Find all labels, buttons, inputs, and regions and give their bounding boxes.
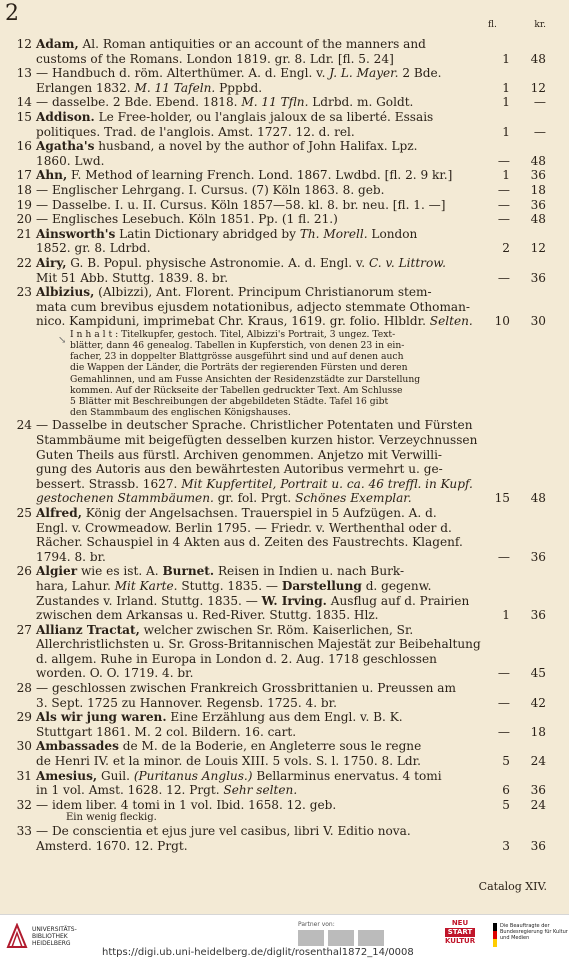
entry-text: Albizius, (Albizzi), Ant. Florent. Principum Christianorum stem- (36, 285, 432, 300)
entry-price (488, 798, 546, 813)
neustart-line: START (445, 928, 475, 937)
entry-line (10, 168, 546, 183)
entry-price (488, 314, 546, 329)
entry-number: 33 (16, 824, 32, 839)
entry-text: Ahn, F. Method of learning French. Lond. 1867. Lwdbd. [fl. 2. 9 kr.] (36, 168, 453, 183)
price-kreuzer: 30 (530, 314, 546, 329)
entry-contents-note (10, 329, 546, 419)
price-florin: 3 (502, 839, 510, 853)
entry-text: — Dasselbe. I. u. II. Cursus. Köln 1857—58. kl. 8. br. neu. [fl. 1. —] (36, 197, 446, 212)
entry-line (10, 725, 546, 740)
entry-text: Addison. Le Free-holder, ou l'anglais jaloux de sa liberté. Essais (36, 109, 434, 124)
entry-price (488, 125, 546, 140)
price-kreuzer: 24 (530, 754, 546, 769)
price-kreuzer: 48 (530, 212, 546, 227)
entry-price (488, 183, 546, 198)
entry-text: 1794. 8. br. (36, 549, 106, 564)
entry-line (10, 198, 546, 213)
entry-text: in 1 vol. Amst. 1628. 12. Prgt. Sehr selten. (36, 783, 298, 798)
entry-text: Stammbäume mit beigefügten desselben kurzen histor. Verzeychnussen (36, 432, 478, 447)
entry-text: 1852. gr. 8. Ldrbd. (36, 241, 151, 256)
price-kreuzer: 24 (530, 797, 546, 812)
price-kreuzer: 18 (530, 182, 546, 197)
entry-line (10, 666, 546, 681)
entry-price (488, 839, 546, 854)
partner-label: Partner von: (298, 921, 335, 928)
catalog-entry-list (10, 37, 546, 854)
entry-text: — Dasselbe in deutscher Sprache. Christlicher Potentaten und Fürsten (36, 418, 473, 433)
price-kreuzer: 36 (530, 168, 546, 183)
price-kreuzer: 36 (530, 783, 546, 798)
entry-number: 31 (16, 768, 32, 783)
entry-price (488, 696, 546, 711)
catalog-entry (10, 739, 546, 768)
catalog-entry (10, 285, 546, 418)
price-kreuzer: 36 (530, 839, 546, 853)
catalog-entry (10, 710, 546, 739)
neustart-kultur-logo[interactable] (445, 919, 475, 955)
federal-government-text: Die Beauftragte der Bundesregierung für Kultur und Medien (500, 923, 568, 941)
entry-number: 19 (16, 197, 32, 212)
entry-line (10, 681, 546, 696)
entry-line (10, 433, 546, 448)
entry-number: 30 (16, 739, 32, 754)
entry-line (10, 491, 546, 506)
price-kreuzer: 42 (530, 695, 546, 710)
entry-text: worden. O. O. 1719. 4. br. (36, 666, 194, 681)
price-florin: — (497, 212, 510, 227)
entry-number: 25 (16, 505, 32, 520)
price-florin: — (497, 153, 510, 168)
fold-mark: ↘ (58, 335, 67, 346)
note-line: 5 Blätter mit Beschreibungen der abgebildeten Städte. Tafel 16 gibt (70, 396, 389, 407)
university-library-name (32, 926, 77, 947)
florin-header: fl. (488, 20, 497, 30)
entry-condition-note: Ein wenig fleckig. (66, 812, 157, 824)
entry-line (10, 227, 546, 242)
catalog-entry (10, 198, 546, 213)
entry-price (488, 154, 546, 169)
entry-price (488, 271, 546, 286)
entry-text: Adam, Al. Roman antiquities or an account of the manners and (36, 37, 426, 51)
price-florin: 1 (502, 80, 510, 95)
catalog-entry (10, 681, 546, 710)
entry-line (10, 448, 546, 463)
entry-line (10, 839, 546, 854)
entry-text: — geschlossen zwischen Frankreich Grossbrittanien u. Preussen am (36, 681, 456, 696)
neustart-line: KULTUR (445, 937, 476, 945)
note-line: blätter, dann 46 genealog. Tabellen in Kupferstich, von denen 23 in ein- (70, 340, 405, 352)
entry-number: 15 (16, 109, 32, 124)
entry-text: Allerchristlichsten u. Sr. Gross-Britannischen Majestät zur Beibehaltung (36, 637, 481, 652)
entry-line (10, 125, 546, 140)
entry-text: Amesius, Guil. (Puritanus Anglus.) Bellarminus enervatus. 4 tomi (36, 768, 442, 783)
entry-price (488, 550, 546, 565)
price-florin: — (497, 182, 510, 197)
catalog-entry (10, 212, 546, 227)
catalog-entry (10, 66, 546, 95)
entry-text: — dasselbe. 2 Bde. Ebend. 1818. M. 11 Tfln. Ldrbd. m. Goldt. (36, 95, 414, 110)
entry-line (10, 710, 546, 725)
price-florin: — (497, 666, 510, 681)
entry-line (10, 608, 546, 623)
catalog-entry (10, 256, 546, 285)
entry-text: Ambassades de M. de la Boderie, en Angleterre sous le regne (36, 739, 422, 754)
price-florin: 5 (502, 754, 510, 769)
entry-number: 26 (16, 564, 32, 579)
partner-logos (298, 921, 384, 946)
entry-text: de Henri IV. et la minor. de Louis XIII. 5 vols. S. l. 1750. 8. Ldr. (36, 754, 421, 769)
entry-text: 3. Sept. 1725 zu Hannover. Regensb. 1725. 4. br. (36, 695, 337, 710)
price-florin: 1 (502, 51, 510, 66)
entry-line (10, 594, 546, 609)
federal-government-logo[interactable] (493, 923, 569, 947)
entry-number: 28 (16, 681, 32, 696)
entry-text: bessert. Strassb. 1627. Mit Kupfertitel, Portrait u. ca. 46 treffl. in Kupf. (36, 476, 473, 491)
price-kreuzer: 36 (530, 549, 546, 564)
entry-price (488, 783, 546, 798)
entry-line (10, 623, 546, 638)
entry-line (10, 506, 546, 521)
entry-line (10, 212, 546, 227)
entry-text: — idem liber. 4 tomi in 1 vol. Ibid. 1658. 12. geb. (36, 797, 337, 812)
price-kreuzer: 12 (530, 80, 546, 95)
entry-price (488, 212, 546, 227)
neustart-line: NEU (451, 919, 469, 927)
catalog-entry (10, 824, 546, 853)
note-line: I n h a l t : Titelkupfer, gestoch. Titel, Albizzi's Portrait, 3 ungez. Text- (70, 328, 396, 340)
price-column-header (488, 20, 546, 30)
catalog-entry (10, 227, 546, 256)
entry-line (10, 300, 546, 315)
entry-price (488, 81, 546, 96)
price-florin: 1 (502, 608, 510, 623)
price-kreuzer: 18 (530, 724, 546, 739)
catalog-entry (10, 37, 546, 66)
price-florin: — (497, 270, 510, 285)
entry-text: customs of the Romans. London 1819. gr. 8. Ldr. [fl. 5. 24] (36, 51, 394, 66)
catalog-entry (10, 769, 546, 798)
price-kreuzer: 36 (530, 270, 546, 285)
entry-text: — De conscientia et ejus jure vel casibus, libri V. Editio nova. (36, 824, 411, 839)
entry-line (10, 824, 546, 839)
entry-line (10, 462, 546, 477)
german-flag-icon (493, 923, 497, 947)
price-florin: — (497, 197, 510, 212)
entry-line (10, 139, 546, 154)
partner-logo-icon[interactable] (358, 930, 384, 946)
catalog-entry (10, 139, 546, 168)
note-line: Gemahlinnen, und am Fusse Ansichten der Residenzstädte zur Darstellung (70, 373, 421, 385)
entry-text: 1860. Lwd. (36, 153, 105, 168)
entry-line (10, 783, 546, 798)
entry-line (10, 754, 546, 769)
price-kreuzer: 36 (530, 608, 546, 623)
entry-number: 12 (16, 37, 32, 51)
catalog-entry (10, 564, 546, 622)
entry-line (10, 95, 546, 110)
note-line: den Stammbaum des englischen Königshauses. (70, 407, 291, 419)
price-florin: — (497, 695, 510, 710)
entry-text: Mit 51 Abb. Stuttg. 1839. 8. br. (36, 270, 229, 285)
price-florin: 2 (502, 241, 510, 256)
entry-text: politiques. Trad. de l'anglois. Amst. 1727. 12. d. rel. (36, 124, 355, 139)
entry-number: 23 (16, 285, 32, 300)
entry-text: — Englisches Lesebuch. Köln 1851. Pp. (1 fl. 21.) (36, 212, 338, 227)
entry-text: nico. Kampiduni, imprimebat Chr. Kraus, 1619. gr. folio. Hlbldr. Selten. (36, 314, 473, 329)
entry-price (488, 52, 546, 67)
catalog-mark: Catalog XIV. (478, 880, 547, 893)
entry-text: Guten Theils aus fürstl. Archiven genommen. Anjetzo mit Verwilli- (36, 447, 443, 462)
entry-number: 24 (16, 418, 32, 433)
price-florin: 1 (502, 95, 510, 110)
entry-price (488, 241, 546, 256)
entry-number: 27 (16, 622, 32, 637)
viewer-footer (0, 914, 569, 961)
entry-price (488, 95, 546, 110)
entry-price (488, 168, 546, 183)
entry-number: 17 (16, 168, 32, 183)
catalog-entry (10, 183, 546, 198)
entry-text: d. allgem. Ruhe in Europa in London d. 2. Aug. 1718 geschlossen (36, 651, 437, 666)
entry-text: gestochenen Stammbäumen. gr. fol. Prgt. Schönes Exemplar. (36, 491, 412, 506)
page-url[interactable]: https://digi.ub.uni-heidelberg.de/diglit/rosenthal1872_14/0008 (102, 947, 414, 958)
entry-text: Engl. v. Crowmeadow. Berlin 1795. — Friedr. v. Werthenthal oder d. (36, 520, 452, 535)
price-kreuzer: 48 (530, 153, 546, 168)
entry-text: Airy, G. B. Popul. physische Astronomie. A. d. Engl. v. C. v. Littrow. (36, 255, 447, 270)
entry-price (488, 754, 546, 769)
price-florin: — (497, 549, 510, 564)
entry-text: Zustandes v. Irland. Stuttg. 1835. — W. Irving. Ausflug auf d. Prairien (36, 593, 470, 608)
entry-price (488, 725, 546, 740)
entry-price (488, 198, 546, 213)
entry-number: 13 (16, 66, 32, 81)
entry-text: Alfred, König der Angelsachsen. Trauerspiel in 5 Aufzügen. A. d. (36, 505, 437, 520)
entry-line (10, 154, 546, 169)
catalog-entry (10, 506, 546, 564)
price-florin: 10 (494, 314, 510, 329)
price-kreuzer: 48 (530, 491, 546, 506)
entry-text: Erlangen 1832. M. 11 Tafeln. Pppbd. (36, 80, 263, 95)
price-florin: 1 (502, 124, 510, 139)
price-kreuzer: — (533, 95, 546, 110)
price-florin: 1 (502, 168, 510, 183)
entry-line (10, 769, 546, 784)
entry-price (488, 608, 546, 623)
price-kreuzer: — (533, 124, 546, 139)
entry-line (10, 535, 546, 550)
entry-line (10, 418, 546, 433)
entry-line (10, 66, 546, 81)
entry-line (10, 696, 546, 711)
entry-number: 14 (16, 95, 32, 110)
entry-line (10, 81, 546, 96)
entry-number: 32 (16, 797, 32, 812)
entry-text: Allianz Tractat, welcher zwischen Sr. Röm. Kaiserlichen, Sr. (36, 622, 414, 637)
entry-text: — Englischer Lehrgang. I. Cursus. (7) Köln 1863. 8. geb. (36, 182, 385, 197)
entry-line (10, 652, 546, 667)
entry-line (10, 183, 546, 198)
price-kreuzer: 48 (530, 51, 546, 66)
price-kreuzer: 45 (530, 666, 546, 681)
entry-line (10, 37, 546, 52)
entry-text: zwischen dem Arkansas u. Red-River. Stuttg. 1835. Hlz. (36, 608, 379, 623)
entry-line (10, 256, 546, 271)
price-florin: — (497, 724, 510, 739)
catalog-entry (10, 623, 546, 681)
entry-number: 21 (16, 226, 32, 241)
entry-text: gung des Autoris aus den bewährtesten Autoribus vermehrt u. ge- (36, 462, 443, 477)
uh-logo-line: UNIVERSITÄTS- (32, 925, 77, 933)
entry-line (10, 798, 546, 813)
catalog-entry (10, 168, 546, 183)
entry-line (10, 241, 546, 256)
entry-number: 18 (16, 182, 32, 197)
entry-line (10, 739, 546, 754)
entry-line (10, 110, 546, 125)
entry-line (10, 637, 546, 652)
entry-text: — Handbuch d. röm. Alterthümer. A. d. Engl. v. J. L. Mayer. 2 Bde. (36, 66, 442, 81)
entry-text: hara, Lahur. Mit Karte. Stuttg. 1835. — Darstellung d. gegenw. (36, 578, 432, 593)
price-florin: 15 (494, 491, 510, 506)
entry-line (10, 579, 546, 594)
note-line: kommen. Auf der Rückseite der Tabellen gedruckter Text. Am Schlusse (70, 384, 403, 396)
entry-line (10, 564, 546, 579)
partner-logo-icon[interactable] (328, 930, 354, 946)
catalog-entry (10, 798, 546, 825)
entry-line (10, 550, 546, 565)
entry-text: Agatha's husband, a novel by the author of John Halifax. Lpz. (36, 139, 418, 154)
university-seal-icon (6, 923, 28, 949)
entry-line (10, 271, 546, 286)
entry-price (488, 491, 546, 506)
university-library-logo[interactable] (6, 923, 77, 949)
price-florin: 6 (502, 783, 510, 798)
note-line: facher, 23 in doppelter Blattgrösse ausgeführt sind und auf denen auch (70, 351, 404, 363)
entry-text: mata cum brevibus ejusdem notationibus, adjecto stemmate Othoman- (36, 299, 471, 314)
entry-number: 20 (16, 212, 32, 227)
entry-line (10, 477, 546, 492)
entry-text: Amsterd. 1670. 12. Prgt. (36, 839, 188, 853)
page-number: 2 (5, 1, 19, 26)
price-florin: 5 (502, 797, 510, 812)
entry-text: Rächer. Schauspiel in 4 Akten aus d. Zeiten des Faustrechts. Klagenf. (36, 535, 463, 550)
entry-text: Algier wie es ist. A. Burnet. Reisen in Indien u. nach Burk- (36, 564, 405, 579)
entry-line (10, 521, 546, 536)
kreuzer-header: kr. (534, 20, 546, 30)
entry-price (488, 666, 546, 681)
note-line: die Wappen der Länder, die Porträts der regierenden Fürsten und deren (70, 362, 408, 374)
price-kreuzer: 36 (530, 197, 546, 212)
catalog-entry (10, 418, 546, 506)
uh-logo-line: BIBLIOTHEK (32, 932, 68, 940)
entry-number: 22 (16, 255, 32, 270)
entry-line (10, 52, 546, 67)
entry-number: 29 (16, 710, 32, 725)
entry-text: Als wir jung waren. Eine Erzählung aus dem Engl. v. B. K. (36, 710, 403, 725)
catalog-entry (10, 95, 546, 110)
entry-text: Ainsworth's Latin Dictionary abridged by Th. Morell. London (36, 226, 418, 241)
entry-text: Stuttgart 1861. M. 2 col. Bildern. 16. cart. (36, 724, 297, 739)
entry-line (10, 314, 546, 329)
catalog-entry (10, 110, 546, 139)
price-kreuzer: 12 (530, 241, 546, 256)
uh-logo-line: HEIDELBERG (32, 939, 71, 947)
entry-number: 16 (16, 139, 32, 154)
partner-logo-icon[interactable] (298, 930, 324, 946)
entry-line (10, 285, 546, 300)
